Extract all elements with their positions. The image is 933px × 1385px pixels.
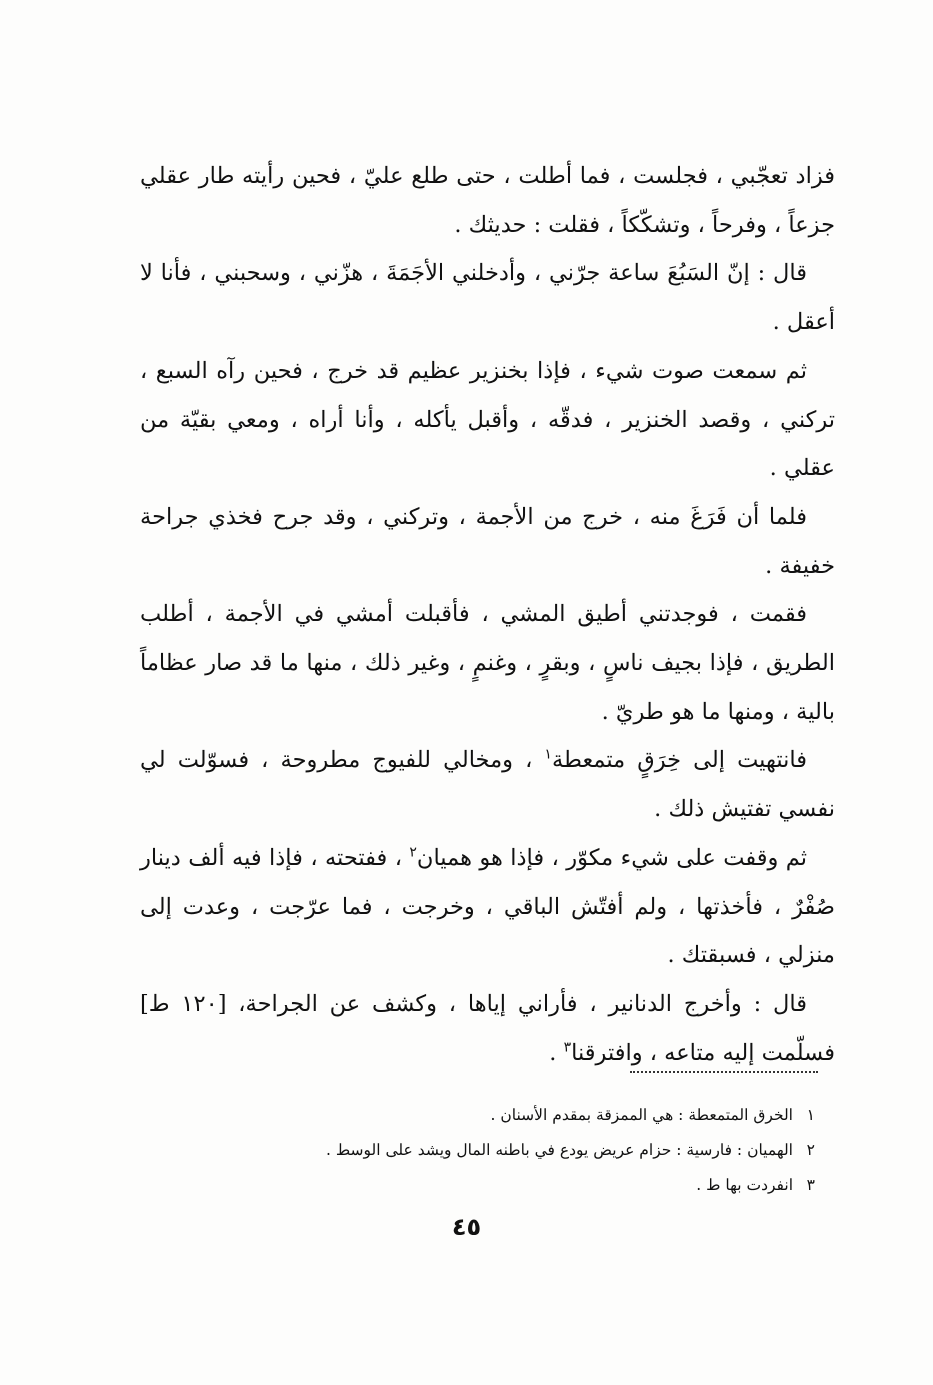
paragraph-7-text-a: ثم وقفت على شيء مكوّر ، فإذا هو هميان (416, 844, 807, 871)
paragraph-2: قال : إنّ السَبُعَ ساعة جرّني ، وأدخلني الأجَمَةَ ، هزّني ، وسحبني ، فأنا لا أعقل . (140, 260, 835, 336)
footnote-separator (630, 1071, 818, 1073)
footnote-number: ٣ (806, 1176, 815, 1194)
paragraph-3: ثم سمعت صوت شيء ، فإذا بخنزير عظيم قد خرج ، فحين رآه السبع ، تركني ، وقصد الخنزير ، فدقّه ، وأقبل يأكله ، وأنا أراه ، ومعي بقيّة من عقلي . (140, 357, 835, 482)
paragraph-4: فلما أن فَرَغَ منه ، خرج من الأجمة ، وتركني ، وقد جرح فخذي جراحة خفيفة . (140, 503, 835, 579)
footnote-ref-2: ٢ (409, 844, 417, 861)
paragraph-7 (140, 834, 835, 980)
footnote-1 (200, 1098, 815, 1133)
footnotes (200, 1098, 815, 1203)
footnote-ref-3: ٣ (563, 1039, 572, 1056)
footnote-text: الهميان : فارسية : حزام عريض يودع في باطنه المال ويشد على الوسط . (325, 1141, 793, 1159)
paragraph-8 (140, 980, 835, 1077)
paragraph-8-text-a: قال : وأخرج الدنانير ، فأراني إياها ، وكشف عن الجراحة، [١٢٠ ط] فسلّمت إليه متاعه ، وافترقنا (140, 990, 835, 1066)
main-text (140, 152, 835, 1077)
footnote-2 (200, 1133, 815, 1168)
paragraph-6-text-a: فانتهيت إلى خِرَقٍ متمعطة (551, 747, 807, 774)
footnote-number: ١ (806, 1106, 815, 1124)
paragraph-8-text-b: . (549, 1039, 564, 1066)
paragraph-5: فقمت ، فوجدتني أطيق المشي ، فأقبلت أمشي في الأجمة ، أطلب الطريق ، فإذا بجيف ناسٍ ، وبقرٍ ، وغنمٍ ، وغير ذلك ، منها ما قد صار عظاماً بالية ، ومنها ما هو طريّ . (140, 601, 835, 725)
paragraph-7-text-b: ، ففتحته ، فإذا فيه ألف دينار صُفْرٌ ، فأخذتها ، ولم أفتّش الباقي ، وخرجت ، فما عرّجت ، وعدت إلى منزلي ، فسبقتك . (140, 844, 835, 969)
paragraph-6-text-b: ، ومخالي للفيوج مطروحة ، فسوّلت لي نفسي تفتيش ذلك . (140, 747, 835, 823)
footnote-ref-1: ١ (544, 746, 552, 763)
footnote-text: انفردت بها ط . (696, 1176, 793, 1194)
paragraph-6 (140, 736, 835, 833)
footnote-3 (200, 1168, 815, 1203)
page-number: ٤٥ (451, 1213, 482, 1241)
footnote-text: الخرق المتمعطة : هي الممزقة بمقدم الأسنان . (490, 1106, 793, 1124)
footnote-number: ٢ (806, 1141, 815, 1159)
paragraph-1: فزاد تعجّبي ، فجلست ، فما أطلت ، حتى طلع عليّ ، فحين رأيته طار عقلي جزعاً ، وفرحاً ، وتشكّكاً ، فقلت : حديثك . (140, 163, 835, 238)
